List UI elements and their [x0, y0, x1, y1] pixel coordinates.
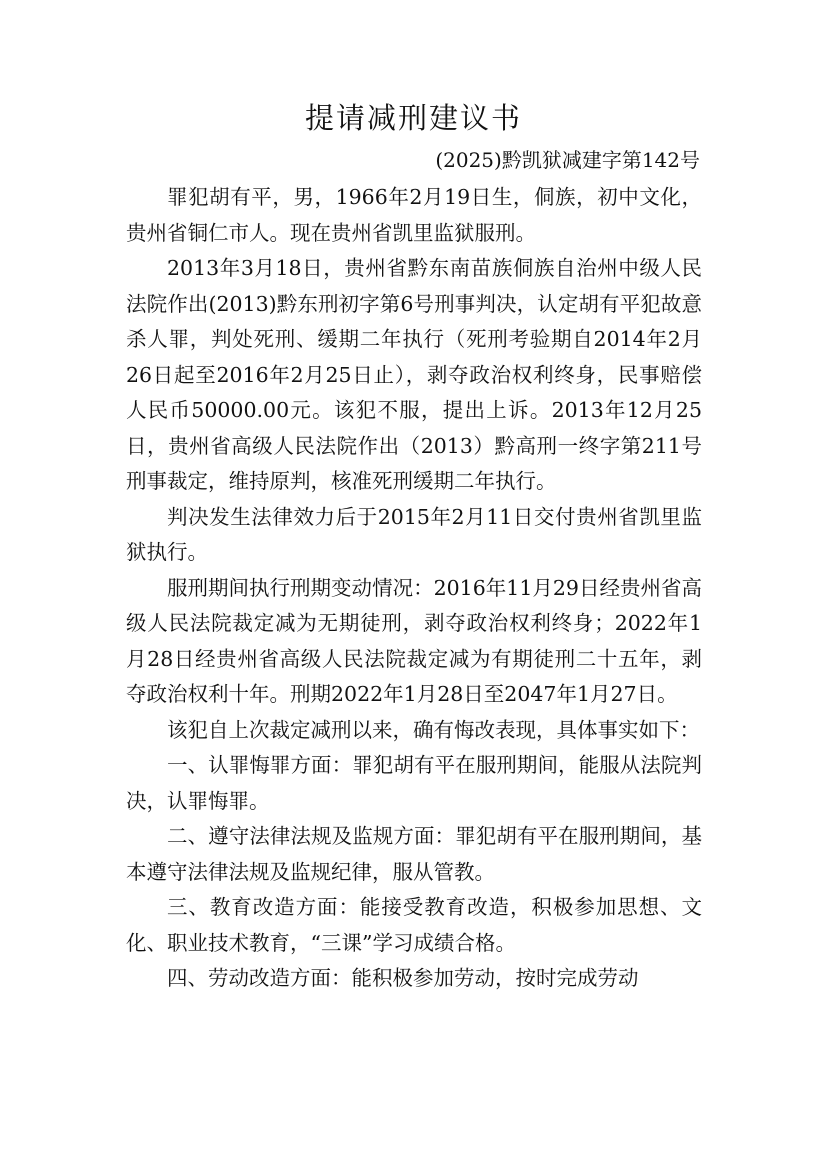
paragraph: 判决发生法律效力后于2015年2月11日交付贵州省凯里监狱执行。 [126, 504, 702, 564]
paragraph: 三、教育改造方面：能接受教育改造，积极参加思想、文化、职业技术教育，“三课”学习成绩合格。 [126, 895, 702, 955]
paragraph: 2013年3月18日，贵州省黔东南苗族侗族自治州中级人民法院作出(2013)黔东刑初字第6号刑事判决，认定胡有平犯故意杀人罪，判处死刑、缓期二年执行（死刑考验期自2014年2月26日起至2016年2月25日止），剥夺政治权利终身，民事赔偿人民币50000.00元。该犯不服，提出上诉。2013年12月25日，贵州省高级人民法院作出（2013）黔高刑一终字第211号刑事裁定，维持原判，核准死刑缓期二年执行。 [126, 256, 702, 493]
document-title: 提请减刑建议书 [304, 101, 522, 135]
paragraph: 该犯自上次裁定减刑以来，确有悔改表现，具体事实如下： [167, 717, 700, 742]
document-number: (2025)黔凯狱减建字第142号 [435, 148, 700, 172]
paragraph: 二、遵守法律法规及监规方面：罪犯胡有平在服刑期间，基本遵守法律法规及监规纪律，服从管教。 [126, 824, 702, 884]
paragraph: 四、劳动改造方面：能积极参加劳动，按时完成劳动 [167, 966, 639, 990]
paragraph: 罪犯胡有平，男，1966年2月19日生，侗族，初中文化，贵州省铜仁市人。现在贵州省凯里监狱服刑。 [126, 185, 702, 245]
paragraph: 一、认罪悔罪方面：罪犯胡有平在服刑期间，能服从法院判决，认罪悔罪。 [126, 753, 702, 813]
paragraph: 服刑期间执行刑期变动情况：2016年11月29日经贵州省高级人民法院裁定减为无期徒刑，剥夺政治权利终身；2022年1月28日经贵州省高级人民法院裁定减为有期徒刑二十五年，剥夺政治权利十年。刑期2022年1月28日至2047年1月27日。 [126, 575, 702, 706]
document-body [126, 180, 702, 997]
